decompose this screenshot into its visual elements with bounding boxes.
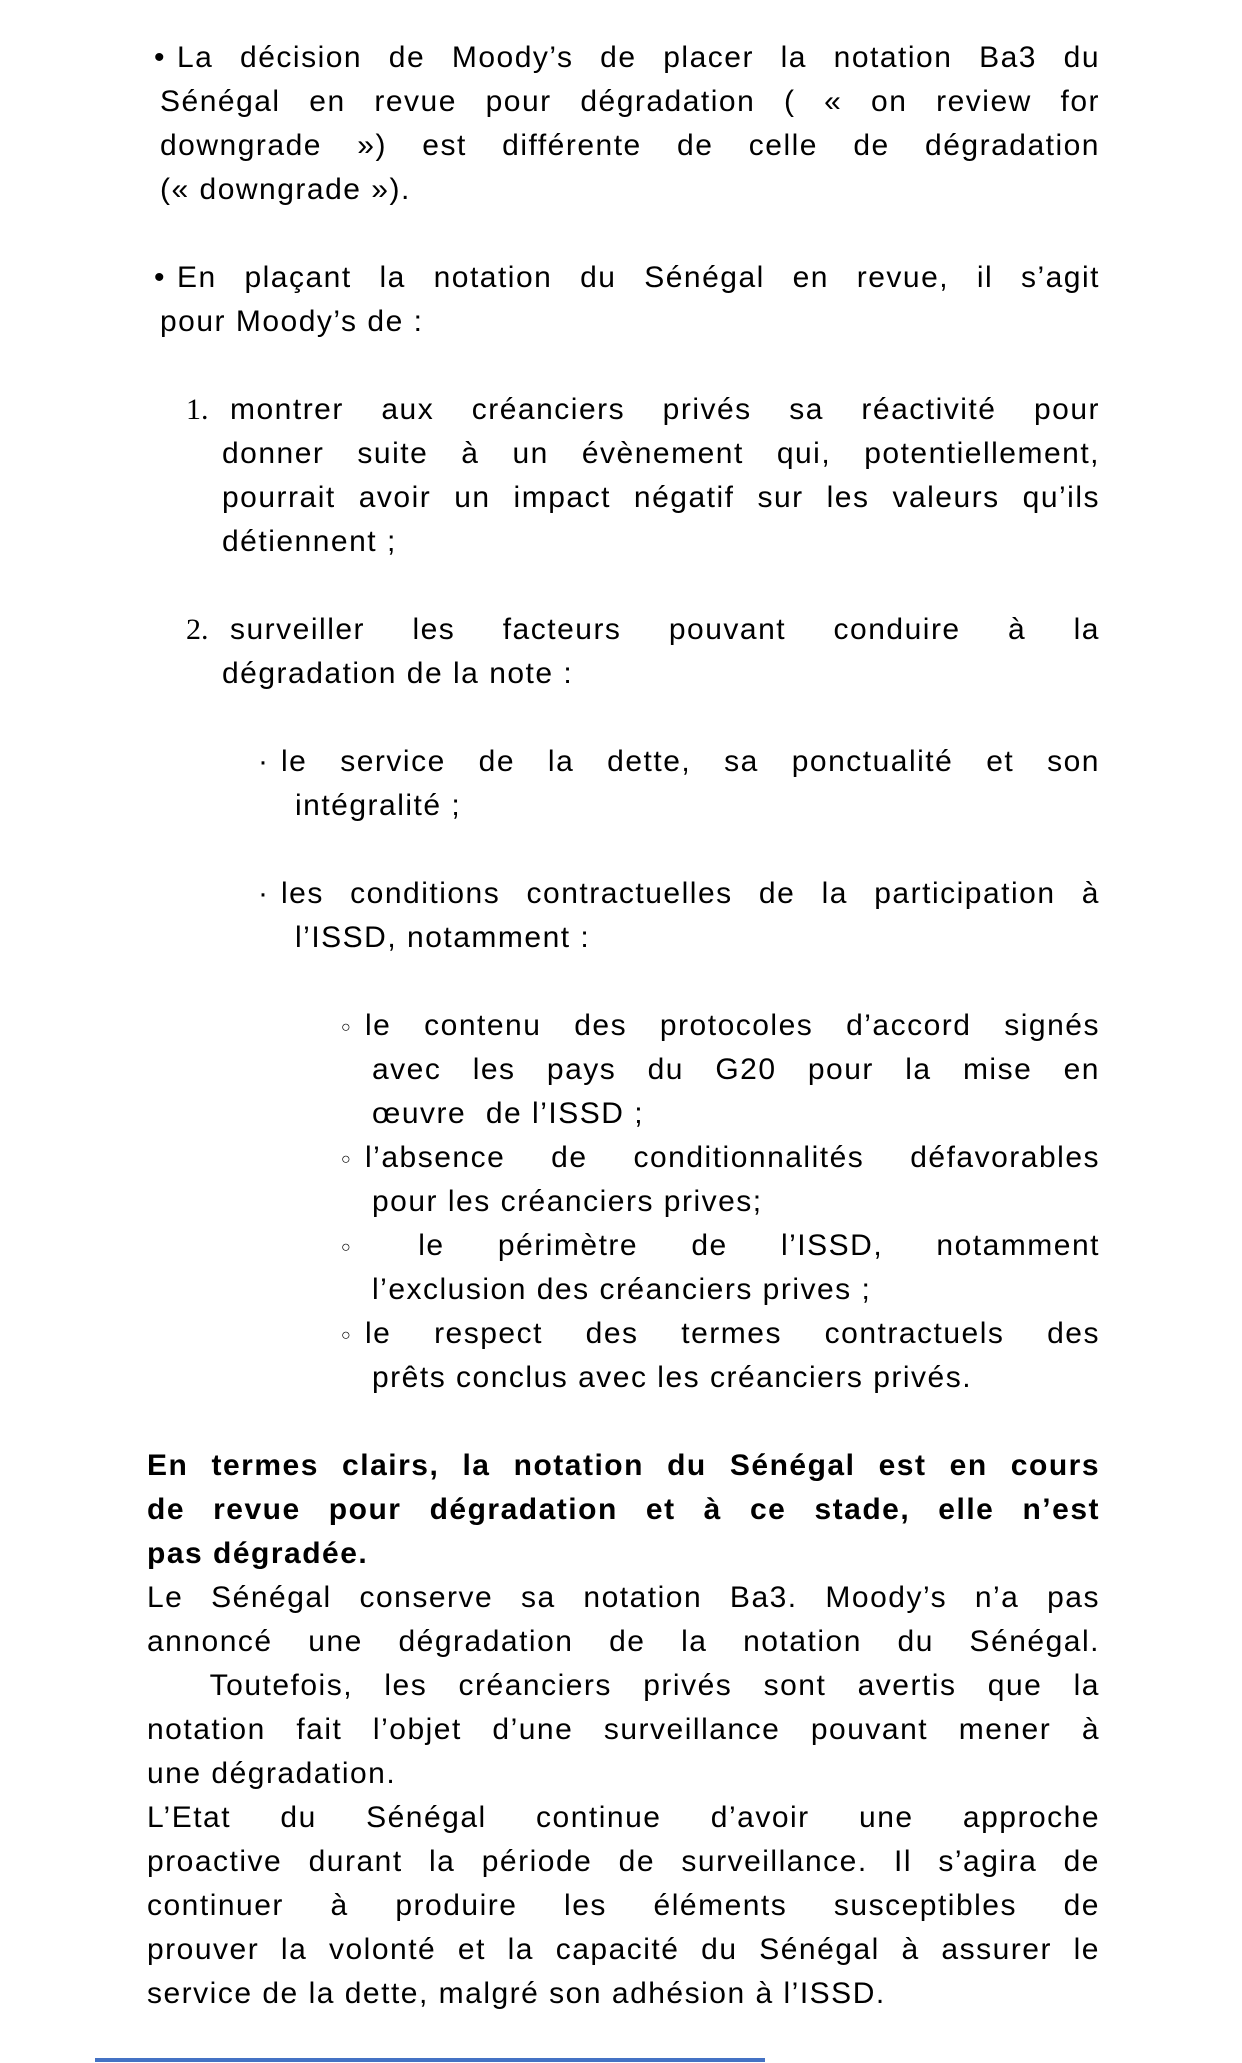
text-line: dégradation de la note :: [222, 657, 574, 690]
bold-paragraph: [147, 1444, 1100, 1576]
text-line: annoncé une dégradation de la notation du Sénégal.: [147, 1625, 1100, 1658]
text-line: détiennent ;: [222, 525, 397, 558]
text-line: pour Moody’s de :: [160, 305, 424, 338]
text-line: l’exclusion des créanciers prives ;: [372, 1273, 872, 1306]
text-line: proactive durant la période de surveillance. Il s’agira de: [147, 1845, 1100, 1878]
text-line: La décision de Moody’s de placer la notation Ba3 du: [177, 41, 1100, 74]
circle-bullet-item-1: [147, 1004, 1100, 1136]
text-line: le respect des termes contractuels des: [365, 1317, 1100, 1350]
text-line: pas dégradée.: [147, 1537, 369, 1570]
text-line: downgrade ») est différente de celle de dégradation: [160, 129, 1100, 162]
text-line: avec les pays du G20 pour la mise en: [372, 1053, 1100, 1086]
document-content: [147, 36, 1100, 2016]
circle-bullet-icon: ○: [341, 1151, 351, 1168]
text-line: continuer à produire les éléments susceptibles de: [147, 1889, 1100, 1922]
circle-bullet-icon: ○: [341, 1327, 351, 1344]
numbered-item-1: [147, 388, 1100, 564]
circle-bullet-icon: ○: [341, 1239, 351, 1256]
text-line: prouver la volonté et la capacité du Sénégal à assurer le: [147, 1933, 1100, 1966]
text-line: prêts conclus avec les créanciers privés.: [372, 1361, 973, 1394]
text-line: les conditions contractuelles de la participation à: [281, 877, 1100, 910]
text-line: notation fait l’objet d’une surveillance pouvant mener à: [147, 1713, 1100, 1746]
body-paragraph-1: [147, 1576, 1100, 1796]
text-line: En termes clairs, la notation du Sénégal est en cours: [147, 1449, 1100, 1482]
text-line: donner suite à un évènement qui, potentiellement,: [222, 437, 1100, 470]
text-line: œuvre de l’ISSD ;: [372, 1097, 645, 1130]
text-line: une dégradation.: [147, 1757, 397, 1790]
bottom-divider: [95, 2058, 765, 2062]
sub-bullet-item-1: [147, 740, 1100, 828]
sub-bullet-item-2: [147, 872, 1100, 960]
text-line: service de la dette, malgré son adhésion à l’ISSD.: [147, 1977, 886, 2010]
text-line: pourrait avoir un impact négatif sur les valeurs qu’ils: [222, 481, 1100, 514]
text-line: intégralité ;: [295, 789, 462, 822]
text-line: Le Sénégal conserve sa notation Ba3. Moody’s n’a pas: [147, 1581, 1100, 1614]
circle-bullet-item-3: [147, 1224, 1100, 1312]
circle-bullet-item-2: [147, 1136, 1100, 1224]
text-line: L’Etat du Sénégal continue d’avoir une approche: [147, 1801, 1100, 1834]
dot-bullet-icon: ·: [258, 745, 268, 778]
text-line: pour les créanciers prives;: [372, 1185, 763, 1218]
text-line: Toutefois, les créanciers privés sont avertis que la: [147, 1669, 1100, 1702]
bullet-item-2: [147, 256, 1100, 344]
text-line: l’absence de conditionnalités défavorables: [365, 1141, 1100, 1174]
numbered-item-2: [147, 608, 1100, 696]
number-label: 1.: [186, 393, 209, 426]
text-line: (« downgrade »).: [160, 173, 411, 206]
text-line: le service de la dette, sa ponctualité et son: [281, 745, 1100, 778]
body-paragraph-2: [147, 1796, 1100, 2016]
bullet-item-1: [147, 36, 1100, 212]
number-label: 2.: [186, 613, 209, 646]
circle-bullet-item-4: [147, 1312, 1100, 1400]
text-line: de revue pour dégradation et à ce stade, elle n’est: [147, 1493, 1100, 1526]
dot-bullet-icon: ·: [258, 877, 268, 910]
text-line: Sénégal en revue pour dégradation ( « on review for: [160, 85, 1100, 118]
bullet-icon: •: [154, 261, 165, 294]
text-line: le périmètre de l’ISSD, notamment: [365, 1229, 1100, 1262]
text-line: l’ISSD, notamment :: [295, 921, 591, 954]
text-line: montrer aux créanciers privés sa réactivité pour: [230, 393, 1100, 426]
text-line: le contenu des protocoles d’accord signés: [365, 1009, 1100, 1042]
bullet-icon: •: [154, 41, 165, 74]
circle-bullet-icon: ○: [341, 1019, 351, 1036]
text-line: surveiller les facteurs pouvant conduire à la: [230, 613, 1100, 646]
text-line: En plaçant la notation du Sénégal en revue, il s’agit: [177, 261, 1100, 294]
